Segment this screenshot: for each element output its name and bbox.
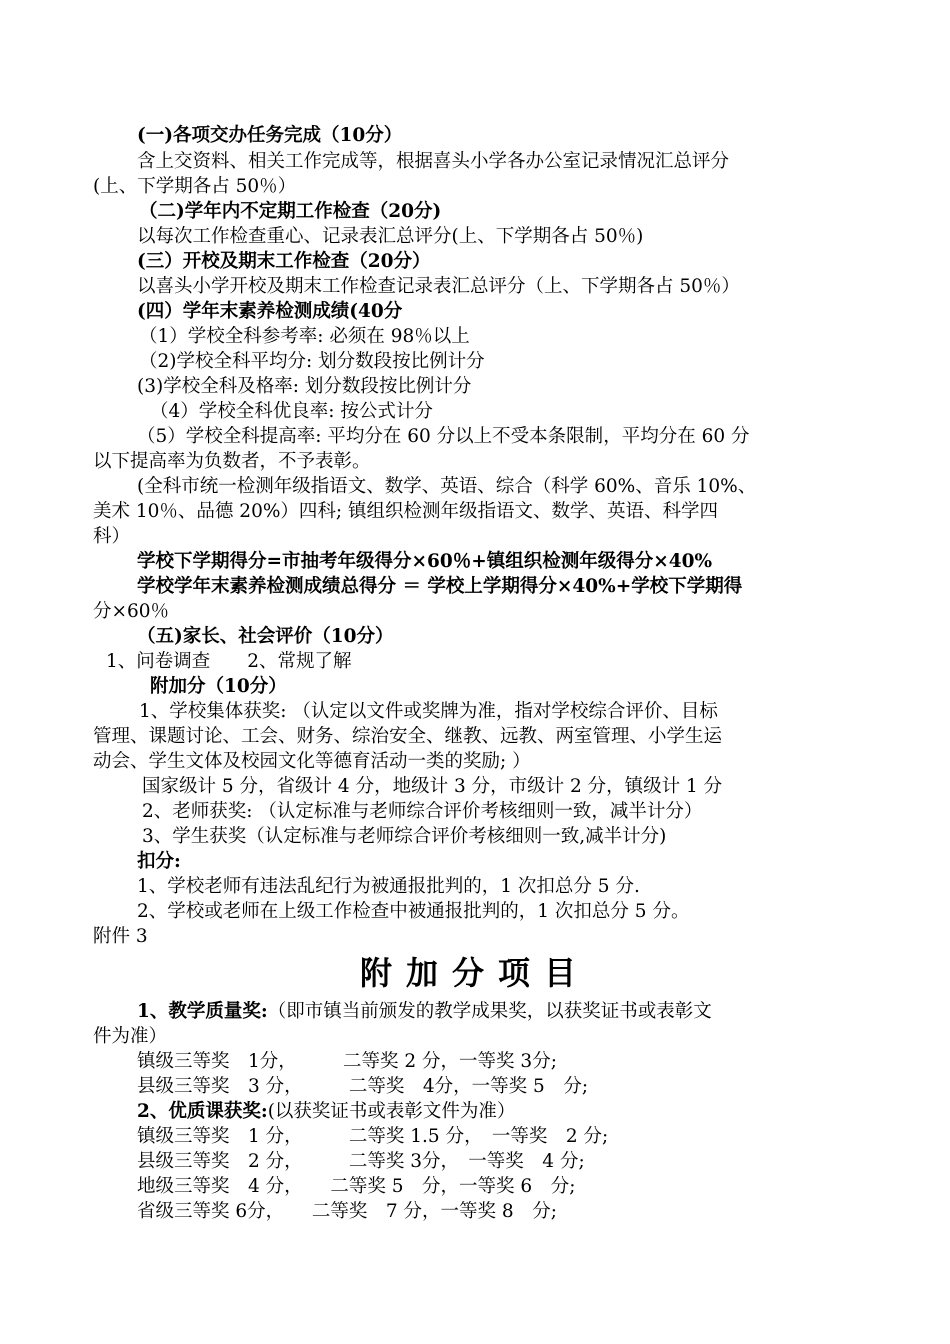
text-line: 1、问卷调查 2、常规了解 (106, 651, 352, 672)
text-line (137, 1150, 585, 1174)
heading-literacy-test: (四）学年末素养检测成绩(40分 (137, 301, 403, 322)
text-line (137, 1125, 608, 1149)
formula-second-term: 学校下学期得分=市抽考年级得分×60％+镇组织检测年级得分×40% (137, 551, 713, 572)
text-span: 县级三等奖 2 分， 二等奖 3分， 一等奖 4 分; (137, 1151, 585, 1172)
text-line: （5）学校全科提高率: 平均分在 60 分以上不受本条限制，平均分在 60 分 (137, 426, 750, 447)
text-line: 2、学校或老师在上级工作检查中被通报批判的，1 次扣总分 5 分。 (137, 901, 690, 922)
text-line (137, 1100, 515, 1124)
text-span: 件为准） (93, 1026, 168, 1047)
text-line (137, 1075, 588, 1099)
text-line: 分×60％ (93, 601, 170, 622)
text-span: 地级三等奖 4 分， 二等奖 5 分，一等奖 6 分; (137, 1176, 576, 1197)
appendix-label: 附件 3 (93, 926, 148, 947)
text-line: 3、学生获奖（认定标准与老师综合评价考核细则一致,减半计分) (142, 826, 667, 847)
text-line (137, 1200, 557, 1224)
text-line: 含上交资料、相关工作完成等，根据喜头小学各办公室记录情况汇总评分 (137, 151, 730, 172)
text-line: 美术 10％、品德 20%）四科; 镇组织检测年级指语文、数学、英语、科学四 (93, 501, 719, 522)
teaching-quality-label: 1、教学质量奖: (137, 1001, 268, 1022)
section-title: 附加分项目 (359, 954, 590, 992)
text-line (137, 1175, 575, 1199)
text-line: 动会、学生文体及校园文化等德育活动一类的奖励; ） (93, 751, 531, 772)
text-line: 国家级计 5 分，省级计 4 分，地级计 3 分，市级计 2 分，镇级计 1 分 (142, 776, 723, 797)
text-line: （1）学校全科参考率: 必须在 98％以上 (139, 326, 470, 347)
heading-parent-evaluation: （五)家长、社会评价（10分） (137, 626, 394, 647)
text-span: 镇级三等奖 1分， 二等奖 2 分，一等奖 3分; (137, 1051, 557, 1072)
heading-task-completion: (一)各项交办任务完成（10分） (137, 125, 403, 146)
text-span: 镇级三等奖 1 分， 二等奖 1.5 分， 一等奖 2 分; (137, 1126, 609, 1147)
text-line: (3)学校全科及格率: 划分数段按比例计分 (137, 376, 472, 397)
heading-term-inspection: (三）开校及期末工作检查（20分） (137, 251, 431, 272)
text-line: （4）学校全科优良率: 按公式计分 (150, 401, 433, 422)
text-span: 省级三等奖 6分， 二等奖 7 分，一等奖 8 分; (137, 1201, 557, 1222)
text-line (137, 1050, 557, 1074)
text-line: 2、老师获奖: （认定标准与老师综合评价考核细则一致，减半计分） (142, 801, 703, 822)
formula-total-score: 学校学年末素养检测成绩总得分 ＝ 学校上学期得分×40%+学校下学期得 (137, 576, 743, 597)
text-span: 县级三等奖 3 分， 二等奖 4分，一等奖 5 分; (137, 1076, 589, 1097)
text-line: (上、下学期各占 50％） (93, 176, 297, 197)
text-line: 管理、课题讨论、工会、财务、综治安全、继教、远教、两室管理、小学生运 (93, 726, 723, 747)
text-line: 科） (93, 526, 131, 547)
quality-lesson-label: 2、优质课获奖: (137, 1101, 268, 1122)
heading-deductions: 扣分: (137, 851, 181, 872)
text-line: （2)学校全科平均分: 划分数段按比例计分 (139, 351, 485, 372)
text-line: 1、学校集体获奖: （认定以文件或奖牌为准，指对学校综合评价、目标 (139, 701, 718, 722)
text-line: (全科市统一检测年级指语文、数学、英语、综合（科学 60%、音乐 10%、 (137, 476, 757, 497)
heading-bonus-points: 附加分（10分） (150, 676, 287, 697)
quality-lesson-note: (以获奖证书或表彰文件为准） (267, 1101, 516, 1122)
text-line: 以下提高率为负数者，不予表彰。 (93, 451, 371, 472)
text-line: 1、学校老师有违法乱纪行为被通报批判的，1 次扣总分 5 分. (137, 876, 640, 897)
heading-irregular-inspection: （二)学年内不定期工作检查（20分) (139, 201, 442, 222)
text-line: 以喜头小学开校及期末工作检查记录表汇总评分（上、下学期各占 50％） (137, 276, 740, 297)
text-line (93, 1025, 167, 1049)
teaching-quality-note: （即市镇当前颁发的教学成果奖，以获奖证书或表彰文 (267, 1001, 712, 1022)
text-line (137, 1000, 712, 1024)
text-line: 以每次工作检查重心、记录表汇总评分(上、下学期各占 50％) (137, 226, 644, 247)
